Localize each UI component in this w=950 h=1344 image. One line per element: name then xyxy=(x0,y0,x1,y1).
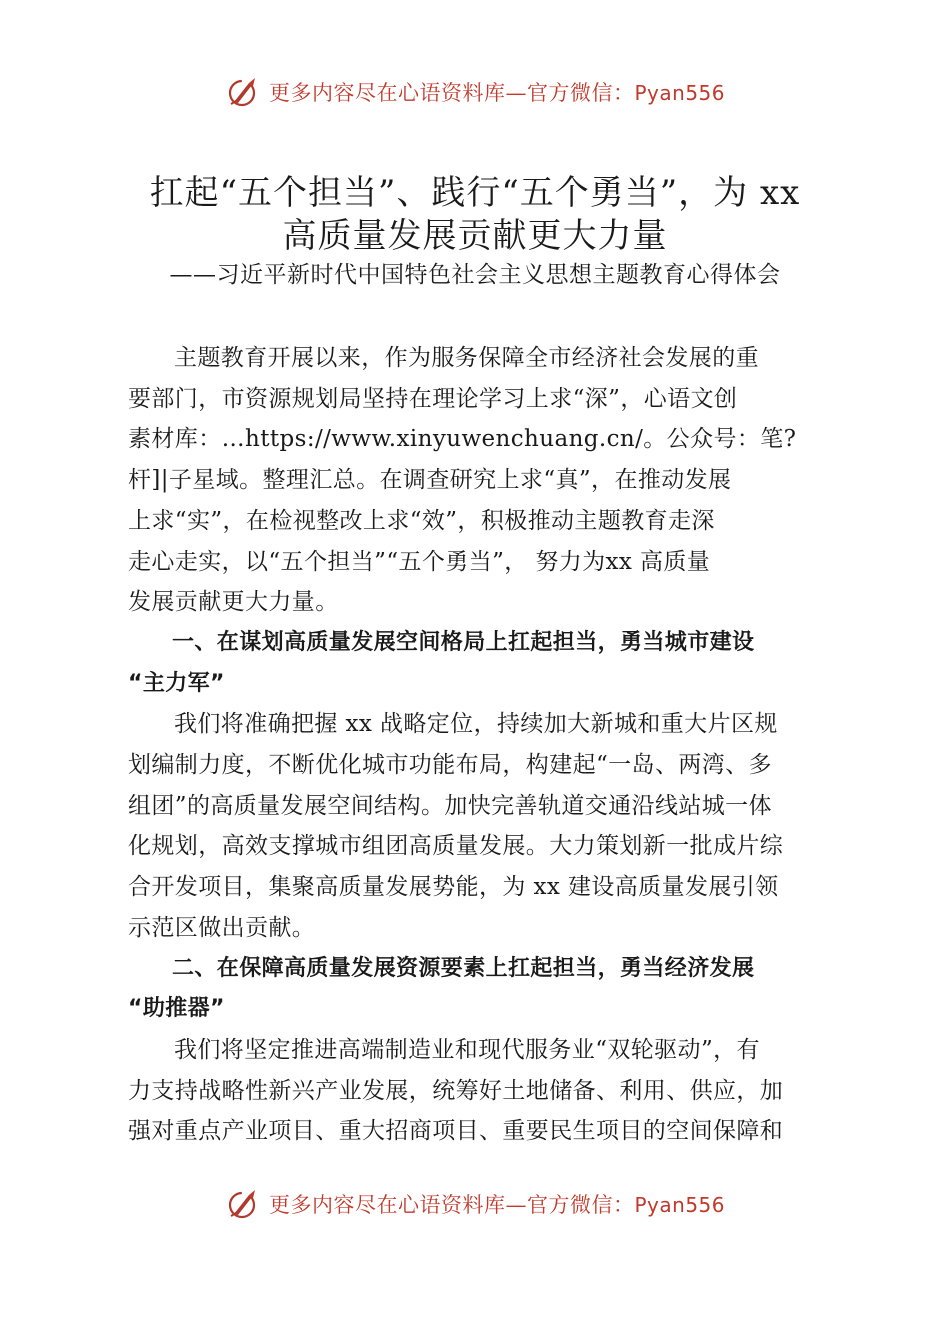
text-line: 我们将坚定推进高端制造业和现代服务业“双轮驱动”，有 xyxy=(174,1036,760,1063)
wechat-id: Pyan556 xyxy=(634,81,725,105)
footer-watermark xyxy=(0,1184,950,1224)
text-line: 走心走实，以“五个担当”“五个勇当”， 努力为xx 高质量 xyxy=(128,548,711,575)
text-line: 合开发项目，集聚高质量发展势能，为 xx 建设高质量发展引领 xyxy=(128,874,779,901)
quill-logo-icon xyxy=(225,75,259,109)
document-title-line-1: 扛起“五个担当”、践行“五个勇当”，为 xx xyxy=(149,173,801,213)
text-line: 要部门，市资源规划局坚持在理论学习上求“深”，心语文创 xyxy=(128,385,738,412)
document-title-line-2: 高质量发展贡献更大力量 xyxy=(282,216,668,256)
text-line: 一、在谋划高质量发展空间格局上扛起担当，勇当城市建设 xyxy=(172,629,755,655)
text-line: 强对重点产业项目、重大招商项目、重要民生项目的空间保障和 xyxy=(128,1118,784,1145)
quill-logo-icon xyxy=(225,1187,259,1221)
wechat-id: Pyan556 xyxy=(634,1193,725,1217)
text-line: 素材库：…https://www.xinyuwenchuang.cn/。公众号：笔? xyxy=(128,426,797,453)
watermark-text: 更多内容尽在心语资料库—官方微信：Pyan556 xyxy=(268,1193,725,1217)
section-heading-1 xyxy=(128,623,834,704)
section-heading-2 xyxy=(128,949,834,1030)
text-line: “主力军” xyxy=(128,670,225,696)
text-line: 示范区做出贡献。 xyxy=(128,914,316,941)
document-subtitle: ——习近平新时代中国特色社会主义思想主题教育心得体会 xyxy=(169,262,781,288)
text-line: 化规划，高效支撑城市组团高质量发展。大力策划新一批成片综 xyxy=(128,833,784,860)
header-watermark xyxy=(0,72,950,112)
text-line: 二、在保障高质量发展资源要素上扛起担当，勇当经济发展 xyxy=(172,955,755,981)
text-line: 我们将准确把握 xx 战略定位，持续加大新城和重大片区规 xyxy=(174,711,778,738)
text-line: 主题教育开展以来，作为服务保障全市经济社会发展的重 xyxy=(174,345,759,371)
watermark-text: 更多内容尽在心语资料库—官方微信：Pyan556 xyxy=(268,81,725,105)
document-body xyxy=(128,338,834,1152)
text-line: 组团”的高质量发展空间结构。加快完善轨道交通沿线站城一体 xyxy=(128,792,772,819)
text-line: 发展贡献更大力量。 xyxy=(128,589,339,616)
text-line: 划编制力度，不断优化城市功能布局，构建起“一岛、两湾、多 xyxy=(128,752,772,779)
text-line: 杆]|子星域。整理汇总。在调查研究上求“真”，在推动发展 xyxy=(128,467,732,494)
paragraph-section-2 xyxy=(128,1030,834,1152)
paragraph-section-1 xyxy=(128,704,834,948)
paragraph-intro xyxy=(128,338,834,623)
text-line: 上求“实”，在检视整改上求“效”，积极推动主题教育走深 xyxy=(128,507,715,534)
text-line: 力支持战略性新兴产业发展，统筹好土地储备、利用、供应，加 xyxy=(128,1077,784,1104)
text-line: “助推器” xyxy=(128,996,225,1022)
